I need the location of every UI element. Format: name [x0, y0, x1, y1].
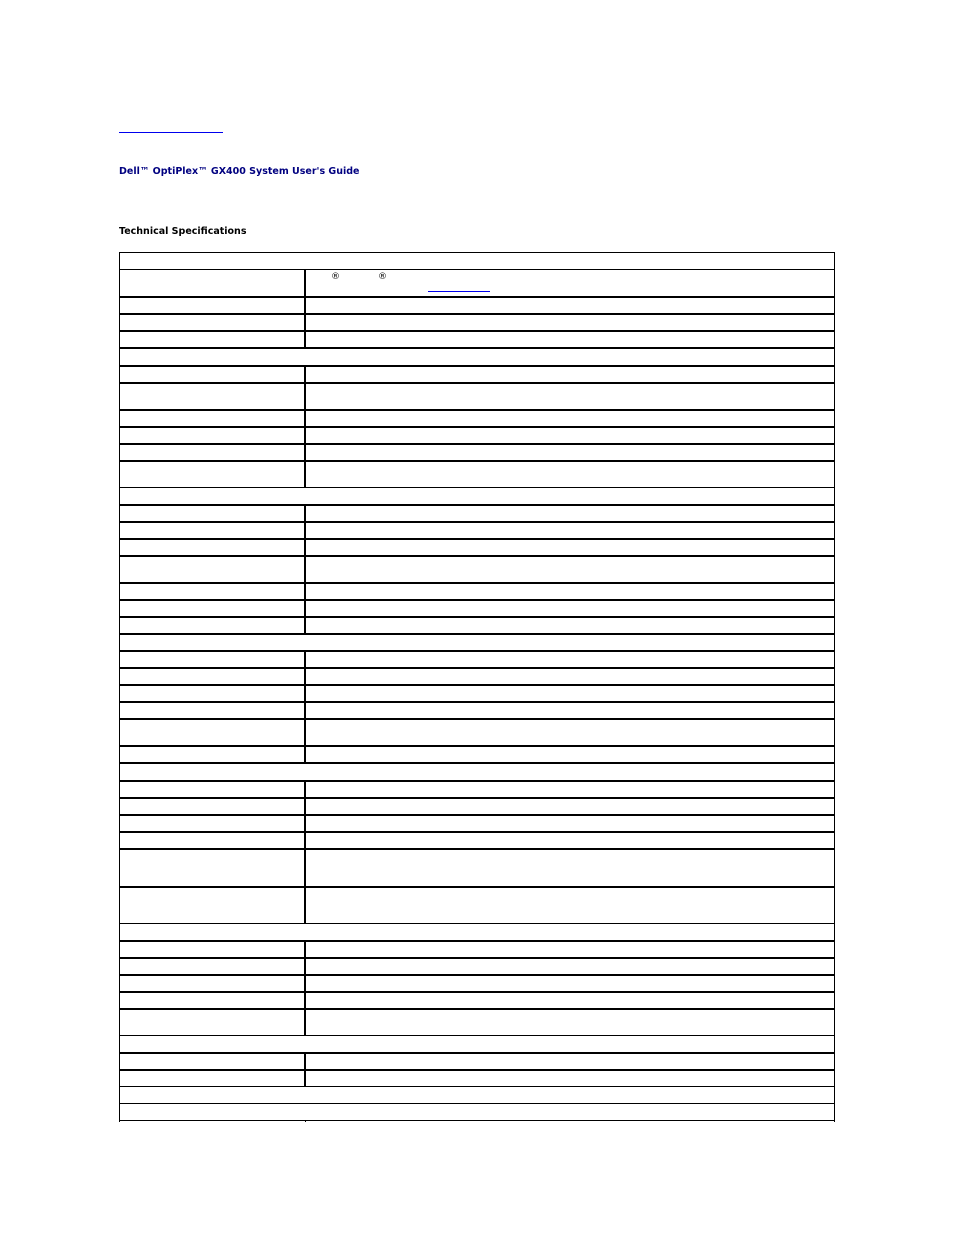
table-row	[119, 993, 835, 1008]
table-section-header	[119, 1087, 835, 1103]
table-row	[119, 1054, 835, 1069]
table-row	[119, 506, 835, 521]
table-section-header	[119, 349, 835, 365]
table-row	[119, 720, 835, 745]
table-row	[119, 942, 835, 957]
table-row	[119, 686, 835, 701]
guide-title: Dell™ OptiPlex™ GX400 System User's Guide	[119, 166, 360, 177]
table-section-header	[119, 488, 835, 504]
table-row	[119, 557, 835, 582]
table-row	[119, 816, 835, 831]
table-row	[119, 1121, 835, 1122]
table-row	[119, 384, 835, 409]
specifications-table	[119, 252, 835, 1122]
table-row	[119, 959, 835, 974]
table-row	[119, 367, 835, 382]
table-row	[119, 850, 835, 886]
table-section-header	[119, 1036, 835, 1052]
table-row	[119, 523, 835, 538]
table-section-header	[119, 252, 835, 270]
table-row	[119, 428, 835, 443]
table-row	[119, 540, 835, 555]
registered-mark: ®	[331, 272, 340, 282]
table-row	[119, 584, 835, 599]
table-row	[119, 669, 835, 684]
table-row	[119, 411, 835, 426]
table-row	[119, 703, 835, 718]
table-section-header	[119, 764, 835, 780]
table-row	[119, 462, 835, 487]
table-row	[119, 1010, 835, 1035]
table-section-header	[119, 1104, 835, 1120]
section-title: Technical Specifications	[119, 226, 247, 237]
table-row	[119, 298, 835, 313]
table-row	[119, 445, 835, 460]
table-row	[119, 270, 835, 296]
table-row	[119, 833, 835, 848]
table-row	[119, 747, 835, 762]
table-row	[119, 799, 835, 814]
inline-link[interactable]	[428, 283, 490, 292]
table-row-label	[120, 270, 306, 296]
table-row	[119, 652, 835, 667]
back-to-contents-link[interactable]	[119, 118, 223, 133]
table-row	[119, 782, 835, 797]
table-row	[119, 332, 835, 347]
registered-mark: ®	[378, 272, 387, 282]
table-section-header	[119, 924, 835, 940]
table-section-header	[119, 635, 835, 650]
table-row	[119, 976, 835, 991]
table-row	[119, 888, 835, 923]
table-row	[119, 618, 835, 633]
table-row-value	[306, 270, 834, 296]
table-row	[119, 601, 835, 616]
table-row	[119, 315, 835, 330]
table-row	[119, 1071, 835, 1086]
